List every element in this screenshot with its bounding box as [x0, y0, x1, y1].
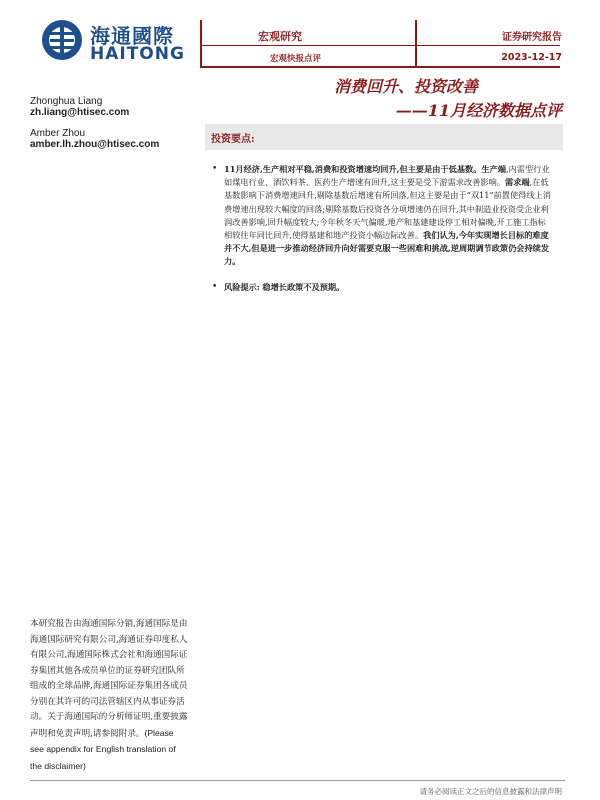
risk-label: 风险提示: — [224, 281, 260, 292]
author-email[interactable]: zh.liang@htisec.com — [30, 107, 130, 118]
haitong-logo-icon — [40, 18, 84, 62]
disclaimer-chinese: 本研究报告由海通国际分销,海通国际是由海通国际研究有限公司,海通证券印度私人有限公司,海通国际株式会社和海通国际证券集团其他各成员单位的证券研究团队所组成的全球品牌,海通国际证券集团各成员分别在其许可的司法管辖区内从事证券活动。关于海通国际的分析师证明,重要披露声明和免责声明,请参阅附录。 — [30, 619, 188, 739]
summary-heading-box — [205, 124, 563, 150]
header-rule-bottom — [200, 66, 560, 68]
disclaimer-english: (Please see appendix for English translation of the disclaimer) — [30, 727, 176, 771]
report-type: 证券研究报告 — [502, 32, 562, 43]
demand-text: ,在低基数影响下消费增速回升,剔除基数后增速有所回落,但这主要是由于“双11”前置使得线上消费增速出现较大幅度的回落;剔除基数后投资各分项增速仍在回升,其中制造业投资受企业利润改善影响,回升幅度较大;今年秋冬天气偏暖,地产和基建建设停工相对偏晚,开工施工指标相较往年同比回升,使得基建和地产投资小幅边际改善。 — [224, 177, 551, 241]
author-name: Amber Zhou — [30, 128, 86, 139]
risk-text: 稳增长政策不及预期。 — [262, 281, 345, 292]
report-title: 消费回升、投资改善 — [333, 77, 478, 96]
summary-bullet-main — [212, 163, 552, 269]
report-subtitle: ——11月经济数据点评 — [395, 101, 562, 120]
header-rule-middle — [415, 20, 417, 66]
header-rule-left — [200, 20, 202, 66]
author-2 — [30, 128, 159, 150]
haitong-logo — [40, 18, 190, 66]
footer-note: 请务必阅读正文之后的信息披露和法律声明 — [419, 787, 562, 796]
report-category: 宏观研究 — [258, 30, 302, 43]
logo-chinese-name: 海通國際 — [90, 24, 174, 48]
demand-label: 需求端 — [504, 177, 530, 188]
summary-bullet-risk — [212, 281, 552, 294]
disclaimer — [30, 617, 188, 775]
conclusion-text: 我们认为,今年实现增长目标的难度并不大,但是进一步推动经济回升向好需要克服一些困难和挑战,逆周期调节政策仍会持续发力。 — [224, 230, 550, 267]
author-1 — [30, 96, 129, 118]
author-name: Zhonghua Liang — [30, 96, 103, 107]
bullet-lead: 11月经济,生产相对平稳,消费和投资增速均回升,但主要是由于低基数。 — [224, 164, 482, 174]
footer-rule — [30, 780, 565, 781]
summary-heading: 投资要点: — [211, 134, 255, 145]
report-date: 2023-12-17 — [501, 52, 562, 63]
summary-bullets — [212, 163, 552, 306]
author-email[interactable]: amber.lh.zhou@htisec.com — [30, 139, 160, 150]
production-label: 生产端 — [481, 164, 506, 174]
report-subcategory: 宏观快报点评 — [270, 54, 322, 64]
production-text: ,内需型行业如煤电行业、酒饮料茶、医药生产增速有回升,这主要是受下游需求改善影响。 — [224, 164, 550, 188]
logo-english-name: HAITONG — [90, 44, 185, 64]
header-rule-top — [200, 45, 560, 46]
